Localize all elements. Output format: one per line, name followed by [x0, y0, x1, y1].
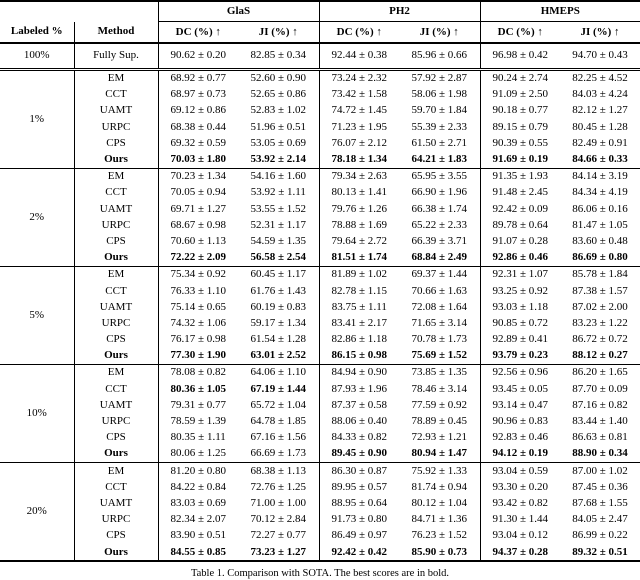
method-cell: CPS: [74, 430, 158, 446]
value-cell: 93.14 ± 0.47: [492, 398, 549, 411]
value-cell: 78.46 ± 3.14: [399, 381, 480, 397]
value-cell: 84.66 ± 0.33: [572, 153, 628, 165]
value-cell: 92.44 ± 0.38: [319, 43, 399, 69]
method-cell: CCT: [74, 479, 158, 495]
value-cell: 90.18 ± 0.77: [492, 104, 549, 117]
value-cell: 93.79 ± 0.23: [492, 349, 549, 362]
value-cell: 89.45 ± 0.90: [331, 447, 388, 460]
method-cell: EM: [74, 69, 158, 87]
value-cell: 92.42 ± 0.09: [492, 202, 549, 215]
table-row: [0, 69, 640, 87]
method-cell: UAMT: [74, 299, 158, 315]
table-head: [0, 1, 640, 43]
table-row: [0, 528, 640, 544]
fully-sup-row: [0, 43, 640, 69]
method-col-header: Method: [74, 22, 158, 44]
table-row: [0, 250, 640, 267]
group-header-row: [0, 1, 640, 22]
method-cell: Ours: [74, 544, 158, 561]
table-row: [0, 479, 640, 495]
value-cell: 73.85 ± 1.35: [399, 364, 480, 381]
value-cell: 90.24 ± 2.74: [480, 69, 560, 87]
method-cell: URPC: [74, 217, 158, 233]
method-cell: CCT: [74, 283, 158, 299]
method-cell: URPC: [74, 315, 158, 331]
labeled-col-header: Labeled %: [0, 22, 74, 44]
value-cell: 81.89 ± 1.02: [319, 266, 399, 283]
value-cell: 83.60 ± 0.48: [572, 234, 628, 247]
value-cell: 52.31 ± 1.17: [238, 217, 319, 233]
value-cell: 86.30 ± 0.87: [319, 463, 399, 480]
dc-col-header: DC (%) ↑: [319, 22, 399, 44]
value-cell: 78.88 ± 1.69: [331, 218, 388, 231]
value-cell: 66.39 ± 3.71: [399, 233, 480, 249]
value-cell: 91.69 ± 0.19: [492, 153, 549, 165]
value-cell: 72.76 ± 1.25: [238, 479, 319, 495]
table-row: [0, 201, 640, 217]
value-cell: 74.72 ± 1.45: [331, 104, 388, 117]
table-row: [0, 185, 640, 201]
value-cell: 80.94 ± 1.47: [399, 446, 480, 463]
value-cell: 92.31 ± 1.07: [480, 266, 560, 283]
value-cell: 77.30 ± 1.90: [170, 349, 227, 362]
value-cell: 75.34 ± 0.92: [158, 266, 238, 283]
value-cell: 53.05 ± 0.69: [238, 135, 319, 151]
group-header-ph2: PH2: [319, 1, 480, 22]
value-cell: 70.05 ± 0.94: [170, 186, 227, 199]
value-cell: 60.45 ± 1.17: [238, 266, 319, 283]
labeled-cell: 5%: [0, 266, 74, 364]
method-cell: CCT: [74, 87, 158, 103]
value-cell: 87.45 ± 0.36: [572, 480, 628, 493]
value-cell: 82.86 ± 1.18: [331, 333, 388, 346]
value-cell: 71.00 ± 1.00: [238, 495, 319, 511]
value-cell: 87.37 ± 0.58: [331, 398, 388, 411]
value-cell: 64.21 ± 1.83: [399, 152, 480, 169]
value-cell: 87.93 ± 1.96: [331, 382, 388, 395]
value-cell: 75.92 ± 1.33: [399, 463, 480, 480]
dc-col-header: DC (%) ↑: [158, 22, 238, 44]
value-cell: 89.32 ± 0.51: [572, 545, 628, 558]
method-cell: CPS: [74, 332, 158, 348]
value-cell: 80.36 ± 1.05: [170, 382, 227, 395]
table-body: [0, 43, 640, 561]
value-cell: 81.20 ± 0.80: [158, 463, 238, 480]
value-cell: 79.76 ± 1.26: [331, 202, 388, 215]
method-cell: EM: [74, 364, 158, 381]
value-cell: 91.73 ± 0.80: [331, 513, 388, 526]
value-cell: 72.08 ± 1.64: [399, 299, 480, 315]
value-cell: 86.72 ± 0.72: [572, 333, 628, 346]
value-cell: 82.78 ± 1.15: [331, 284, 388, 297]
method-cell: URPC: [74, 512, 158, 528]
table-row: [0, 430, 640, 446]
value-cell: 77.59 ± 0.92: [399, 397, 480, 413]
value-cell: 78.18 ± 1.34: [331, 153, 388, 165]
value-cell: 93.30 ± 0.20: [492, 480, 549, 493]
method-cell: Ours: [74, 250, 158, 267]
method-cell: UAMT: [74, 103, 158, 119]
table-row: [0, 495, 640, 511]
value-cell: 53.92 ± 1.11: [238, 185, 319, 201]
value-cell: 69.71 ± 1.27: [170, 202, 227, 215]
group-header-glas: GlaS: [158, 1, 319, 22]
table-row: [0, 299, 640, 315]
table-row: [0, 87, 640, 103]
table-row: [0, 512, 640, 528]
value-cell: 78.08 ± 0.82: [158, 364, 238, 381]
value-cell: 84.71 ± 1.36: [399, 512, 480, 528]
value-cell: 82.12 ± 1.27: [572, 104, 628, 117]
table-row: [0, 348, 640, 365]
labeled-cell: 100%: [0, 43, 74, 69]
value-cell: 78.89 ± 0.45: [399, 414, 480, 430]
value-cell: 94.12 ± 0.19: [492, 447, 549, 460]
labeled-cell: 1%: [0, 69, 74, 168]
value-cell: 67.19 ± 1.44: [238, 381, 319, 397]
value-cell: 83.23 ± 1.22: [572, 316, 628, 329]
method-cell: Ours: [74, 152, 158, 169]
value-cell: 90.96 ± 0.83: [492, 415, 549, 427]
method-cell: EM: [74, 168, 158, 185]
value-cell: 91.48 ± 2.45: [492, 186, 549, 199]
value-cell: 55.39 ± 2.33: [399, 119, 480, 135]
value-cell: 52.65 ± 0.86: [238, 87, 319, 103]
value-cell: 85.78 ± 1.84: [560, 266, 640, 283]
value-cell: 90.85 ± 0.72: [492, 316, 549, 329]
value-cell: 64.78 ± 1.85: [238, 414, 319, 430]
value-cell: 82.34 ± 2.07: [170, 513, 227, 526]
table-row: [0, 364, 640, 381]
value-cell: 84.34 ± 4.19: [572, 186, 628, 199]
value-cell: 87.00 ± 1.02: [560, 463, 640, 480]
value-cell: 91.30 ± 1.44: [492, 513, 549, 526]
value-cell: 82.49 ± 0.91: [572, 136, 628, 149]
value-cell: 68.67 ± 0.98: [170, 218, 227, 231]
value-cell: 76.17 ± 0.98: [170, 333, 227, 346]
value-cell: 83.41 ± 2.17: [331, 316, 388, 329]
value-cell: 86.20 ± 1.65: [560, 364, 640, 381]
value-cell: 68.38 ± 0.44: [170, 120, 227, 133]
value-cell: 92.56 ± 0.96: [480, 364, 560, 381]
value-cell: 86.15 ± 0.98: [331, 349, 388, 362]
method-cell: CPS: [74, 528, 158, 544]
value-cell: 84.55 ± 0.85: [170, 545, 227, 558]
value-cell: 94.70 ± 0.43: [560, 43, 640, 69]
value-cell: 61.50 ± 2.71: [399, 135, 480, 151]
value-cell: 69.32 ± 0.59: [170, 136, 227, 149]
value-cell: 80.13 ± 1.41: [331, 186, 388, 199]
value-cell: 83.75 ± 1.11: [331, 300, 387, 313]
table-row: [0, 332, 640, 348]
value-cell: 72.27 ± 0.77: [238, 528, 319, 544]
value-cell: 70.23 ± 1.34: [158, 168, 238, 185]
value-cell: 89.15 ± 0.79: [492, 120, 549, 133]
value-cell: 93.04 ± 0.59: [480, 463, 560, 480]
value-cell: 84.33 ± 0.82: [331, 431, 388, 444]
method-cell: Fully Sup.: [74, 43, 158, 69]
table-row: [0, 217, 640, 233]
value-cell: 74.32 ± 1.06: [170, 316, 227, 329]
value-cell: 58.06 ± 1.98: [399, 87, 480, 103]
table-row: [0, 119, 640, 135]
column-header-row: [0, 22, 640, 44]
table-row: [0, 463, 640, 480]
value-cell: 79.64 ± 2.72: [331, 234, 388, 247]
value-cell: 91.07 ± 0.28: [492, 234, 549, 247]
table-row: [0, 152, 640, 169]
value-cell: 73.24 ± 2.32: [319, 69, 399, 87]
value-cell: 80.35 ± 1.11: [170, 431, 226, 444]
method-cell: Ours: [74, 348, 158, 365]
table-row: [0, 283, 640, 299]
method-cell: CPS: [74, 233, 158, 249]
value-cell: 75.69 ± 1.52: [399, 348, 480, 365]
value-cell: 78.59 ± 1.39: [170, 415, 227, 427]
method-cell: UAMT: [74, 495, 158, 511]
labeled-cell: 20%: [0, 463, 74, 562]
value-cell: 65.95 ± 3.55: [399, 168, 480, 185]
value-cell: 88.90 ± 0.34: [572, 447, 628, 460]
value-cell: 65.72 ± 1.04: [238, 397, 319, 413]
value-cell: 87.38 ± 1.57: [572, 284, 628, 297]
value-cell: 96.98 ± 0.42: [480, 43, 560, 69]
value-cell: 54.16 ± 1.60: [238, 168, 319, 185]
value-cell: 64.06 ± 1.10: [238, 364, 319, 381]
method-cell: EM: [74, 463, 158, 480]
value-cell: 70.78 ± 1.73: [399, 332, 480, 348]
method-cell: EM: [74, 266, 158, 283]
group-header-hmeps: HMEPS: [480, 1, 640, 22]
table-row: [0, 414, 640, 430]
value-cell: 84.22 ± 0.84: [170, 480, 227, 493]
value-cell: 70.03 ± 1.80: [170, 153, 227, 165]
table-row: [0, 135, 640, 151]
value-cell: 61.54 ± 1.28: [238, 332, 319, 348]
table-row: [0, 381, 640, 397]
table-row: [0, 266, 640, 283]
value-cell: 73.23 ± 1.27: [238, 544, 319, 561]
value-cell: 72.93 ± 1.21: [399, 430, 480, 446]
dc-col-header: DC (%) ↑: [480, 22, 560, 44]
value-cell: 76.33 ± 1.10: [170, 284, 227, 297]
value-cell: 85.90 ± 0.73: [399, 544, 480, 561]
value-cell: 69.37 ± 1.44: [399, 266, 480, 283]
value-cell: 81.74 ± 0.94: [399, 479, 480, 495]
value-cell: 68.92 ± 0.77: [158, 69, 238, 87]
value-cell: 66.69 ± 1.73: [238, 446, 319, 463]
value-cell: 92.89 ± 0.41: [492, 333, 549, 346]
value-cell: 86.63 ± 0.81: [572, 431, 628, 444]
value-cell: 89.95 ± 0.57: [331, 480, 388, 493]
method-cell: CCT: [74, 185, 158, 201]
value-cell: 85.96 ± 0.66: [399, 43, 480, 69]
method-cell: CPS: [74, 135, 158, 151]
value-cell: 87.02 ± 2.00: [572, 300, 628, 313]
value-cell: 83.44 ± 1.40: [572, 415, 628, 427]
value-cell: 92.86 ± 0.46: [492, 251, 549, 264]
value-cell: 73.42 ± 1.58: [331, 88, 388, 101]
method-cell: URPC: [74, 119, 158, 135]
value-cell: 76.07 ± 2.12: [331, 136, 388, 149]
value-cell: 86.06 ± 0.16: [572, 202, 628, 215]
method-cell: Ours: [74, 446, 158, 463]
value-cell: 69.12 ± 0.86: [170, 104, 227, 117]
value-cell: 80.06 ± 1.25: [170, 447, 227, 460]
table-row: [0, 168, 640, 185]
value-cell: 63.01 ± 2.52: [238, 348, 319, 365]
value-cell: 84.94 ± 0.90: [319, 364, 399, 381]
value-cell: 94.37 ± 0.28: [492, 545, 549, 558]
value-cell: 81.51 ± 1.74: [331, 251, 388, 264]
method-cell: CCT: [74, 381, 158, 397]
value-cell: 89.78 ± 0.64: [492, 218, 549, 231]
value-cell: 80.12 ± 1.04: [399, 495, 480, 511]
value-cell: 93.04 ± 0.12: [492, 529, 549, 542]
table-row: [0, 233, 640, 249]
value-cell: 57.92 ± 2.87: [399, 69, 480, 87]
value-cell: 80.45 ± 1.28: [572, 120, 628, 133]
value-cell: 87.70 ± 0.09: [572, 382, 628, 395]
table-row: [0, 103, 640, 119]
value-cell: 92.42 ± 0.42: [331, 545, 388, 558]
value-cell: 66.90 ± 1.96: [399, 185, 480, 201]
value-cell: 72.22 ± 2.09: [170, 251, 227, 264]
value-cell: 51.96 ± 0.51: [238, 119, 319, 135]
value-cell: 60.19 ± 0.83: [238, 299, 319, 315]
value-cell: 83.90 ± 0.51: [170, 529, 227, 542]
value-cell: 82.85 ± 0.34: [238, 43, 319, 69]
value-cell: 68.97 ± 0.73: [170, 88, 227, 101]
value-cell: 90.39 ± 0.55: [492, 136, 549, 149]
value-cell: 93.42 ± 0.82: [492, 496, 549, 509]
value-cell: 66.38 ± 1.74: [399, 201, 480, 217]
value-cell: 91.09 ± 2.50: [492, 88, 549, 101]
value-cell: 83.03 ± 0.69: [170, 496, 227, 509]
method-cell: UAMT: [74, 397, 158, 413]
method-cell: UAMT: [74, 201, 158, 217]
table-row: [0, 397, 640, 413]
table-row: [0, 315, 640, 331]
value-cell: 68.84 ± 2.49: [399, 250, 480, 267]
value-cell: 91.35 ± 1.93: [480, 168, 560, 185]
ji-col-header: JI (%) ↑: [399, 22, 480, 44]
table-row: [0, 446, 640, 463]
value-cell: 59.70 ± 1.84: [399, 103, 480, 119]
labeled-cell: 2%: [0, 168, 74, 266]
value-cell: 93.03 ± 1.18: [492, 300, 549, 313]
value-cell: 79.34 ± 2.63: [319, 168, 399, 185]
value-cell: 93.25 ± 0.92: [492, 284, 549, 297]
value-cell: 81.47 ± 1.05: [572, 218, 628, 231]
value-cell: 86.49 ± 0.97: [331, 529, 388, 542]
method-cell: URPC: [74, 414, 158, 430]
value-cell: 86.69 ± 0.80: [572, 251, 628, 264]
value-cell: 79.31 ± 0.77: [170, 398, 227, 411]
labeled-cell: 10%: [0, 364, 74, 462]
value-cell: 61.76 ± 1.43: [238, 283, 319, 299]
value-cell: 84.03 ± 4.24: [572, 88, 628, 101]
value-cell: 76.23 ± 1.52: [399, 528, 480, 544]
ji-col-header: JI (%) ↑: [560, 22, 640, 44]
value-cell: 70.12 ± 2.84: [238, 512, 319, 528]
value-cell: 88.12 ± 0.27: [572, 349, 628, 362]
table-row: [0, 544, 640, 561]
value-cell: 75.14 ± 0.65: [170, 300, 227, 313]
value-cell: 71.23 ± 1.95: [331, 120, 388, 133]
value-cell: 70.60 ± 1.13: [170, 234, 227, 247]
value-cell: 90.62 ± 0.20: [158, 43, 238, 69]
value-cell: 88.06 ± 0.40: [331, 415, 388, 427]
table-caption: Table 1. Comparison with SOTA. The best scores are in bold.: [190, 568, 450, 580]
value-cell: 82.25 ± 4.52: [560, 69, 640, 87]
value-cell: 53.92 ± 2.14: [238, 152, 319, 169]
value-cell: 87.16 ± 0.82: [572, 398, 628, 411]
value-cell: 68.38 ± 1.13: [238, 463, 319, 480]
value-cell: 84.05 ± 2.47: [572, 513, 628, 526]
value-cell: 84.14 ± 3.19: [560, 168, 640, 185]
value-cell: 53.55 ± 1.52: [238, 201, 319, 217]
value-cell: 93.45 ± 0.05: [492, 382, 549, 395]
group-spacer-cell: [0, 1, 158, 22]
value-cell: 71.65 ± 3.14: [399, 315, 480, 331]
value-cell: 56.58 ± 2.54: [238, 250, 319, 267]
value-cell: 88.95 ± 0.64: [331, 496, 388, 509]
value-cell: 52.83 ± 1.02: [238, 103, 319, 119]
ji-col-header: JI (%) ↑: [238, 22, 319, 44]
value-cell: 92.83 ± 0.46: [492, 431, 549, 444]
value-cell: 54.59 ± 1.35: [238, 233, 319, 249]
value-cell: 70.66 ± 1.63: [399, 283, 480, 299]
value-cell: 65.22 ± 2.33: [399, 217, 480, 233]
value-cell: 87.68 ± 1.55: [572, 496, 628, 509]
value-cell: 52.60 ± 0.90: [238, 69, 319, 87]
value-cell: 67.16 ± 1.56: [238, 430, 319, 446]
value-cell: 59.17 ± 1.34: [238, 315, 319, 331]
value-cell: 86.99 ± 0.22: [572, 529, 628, 542]
